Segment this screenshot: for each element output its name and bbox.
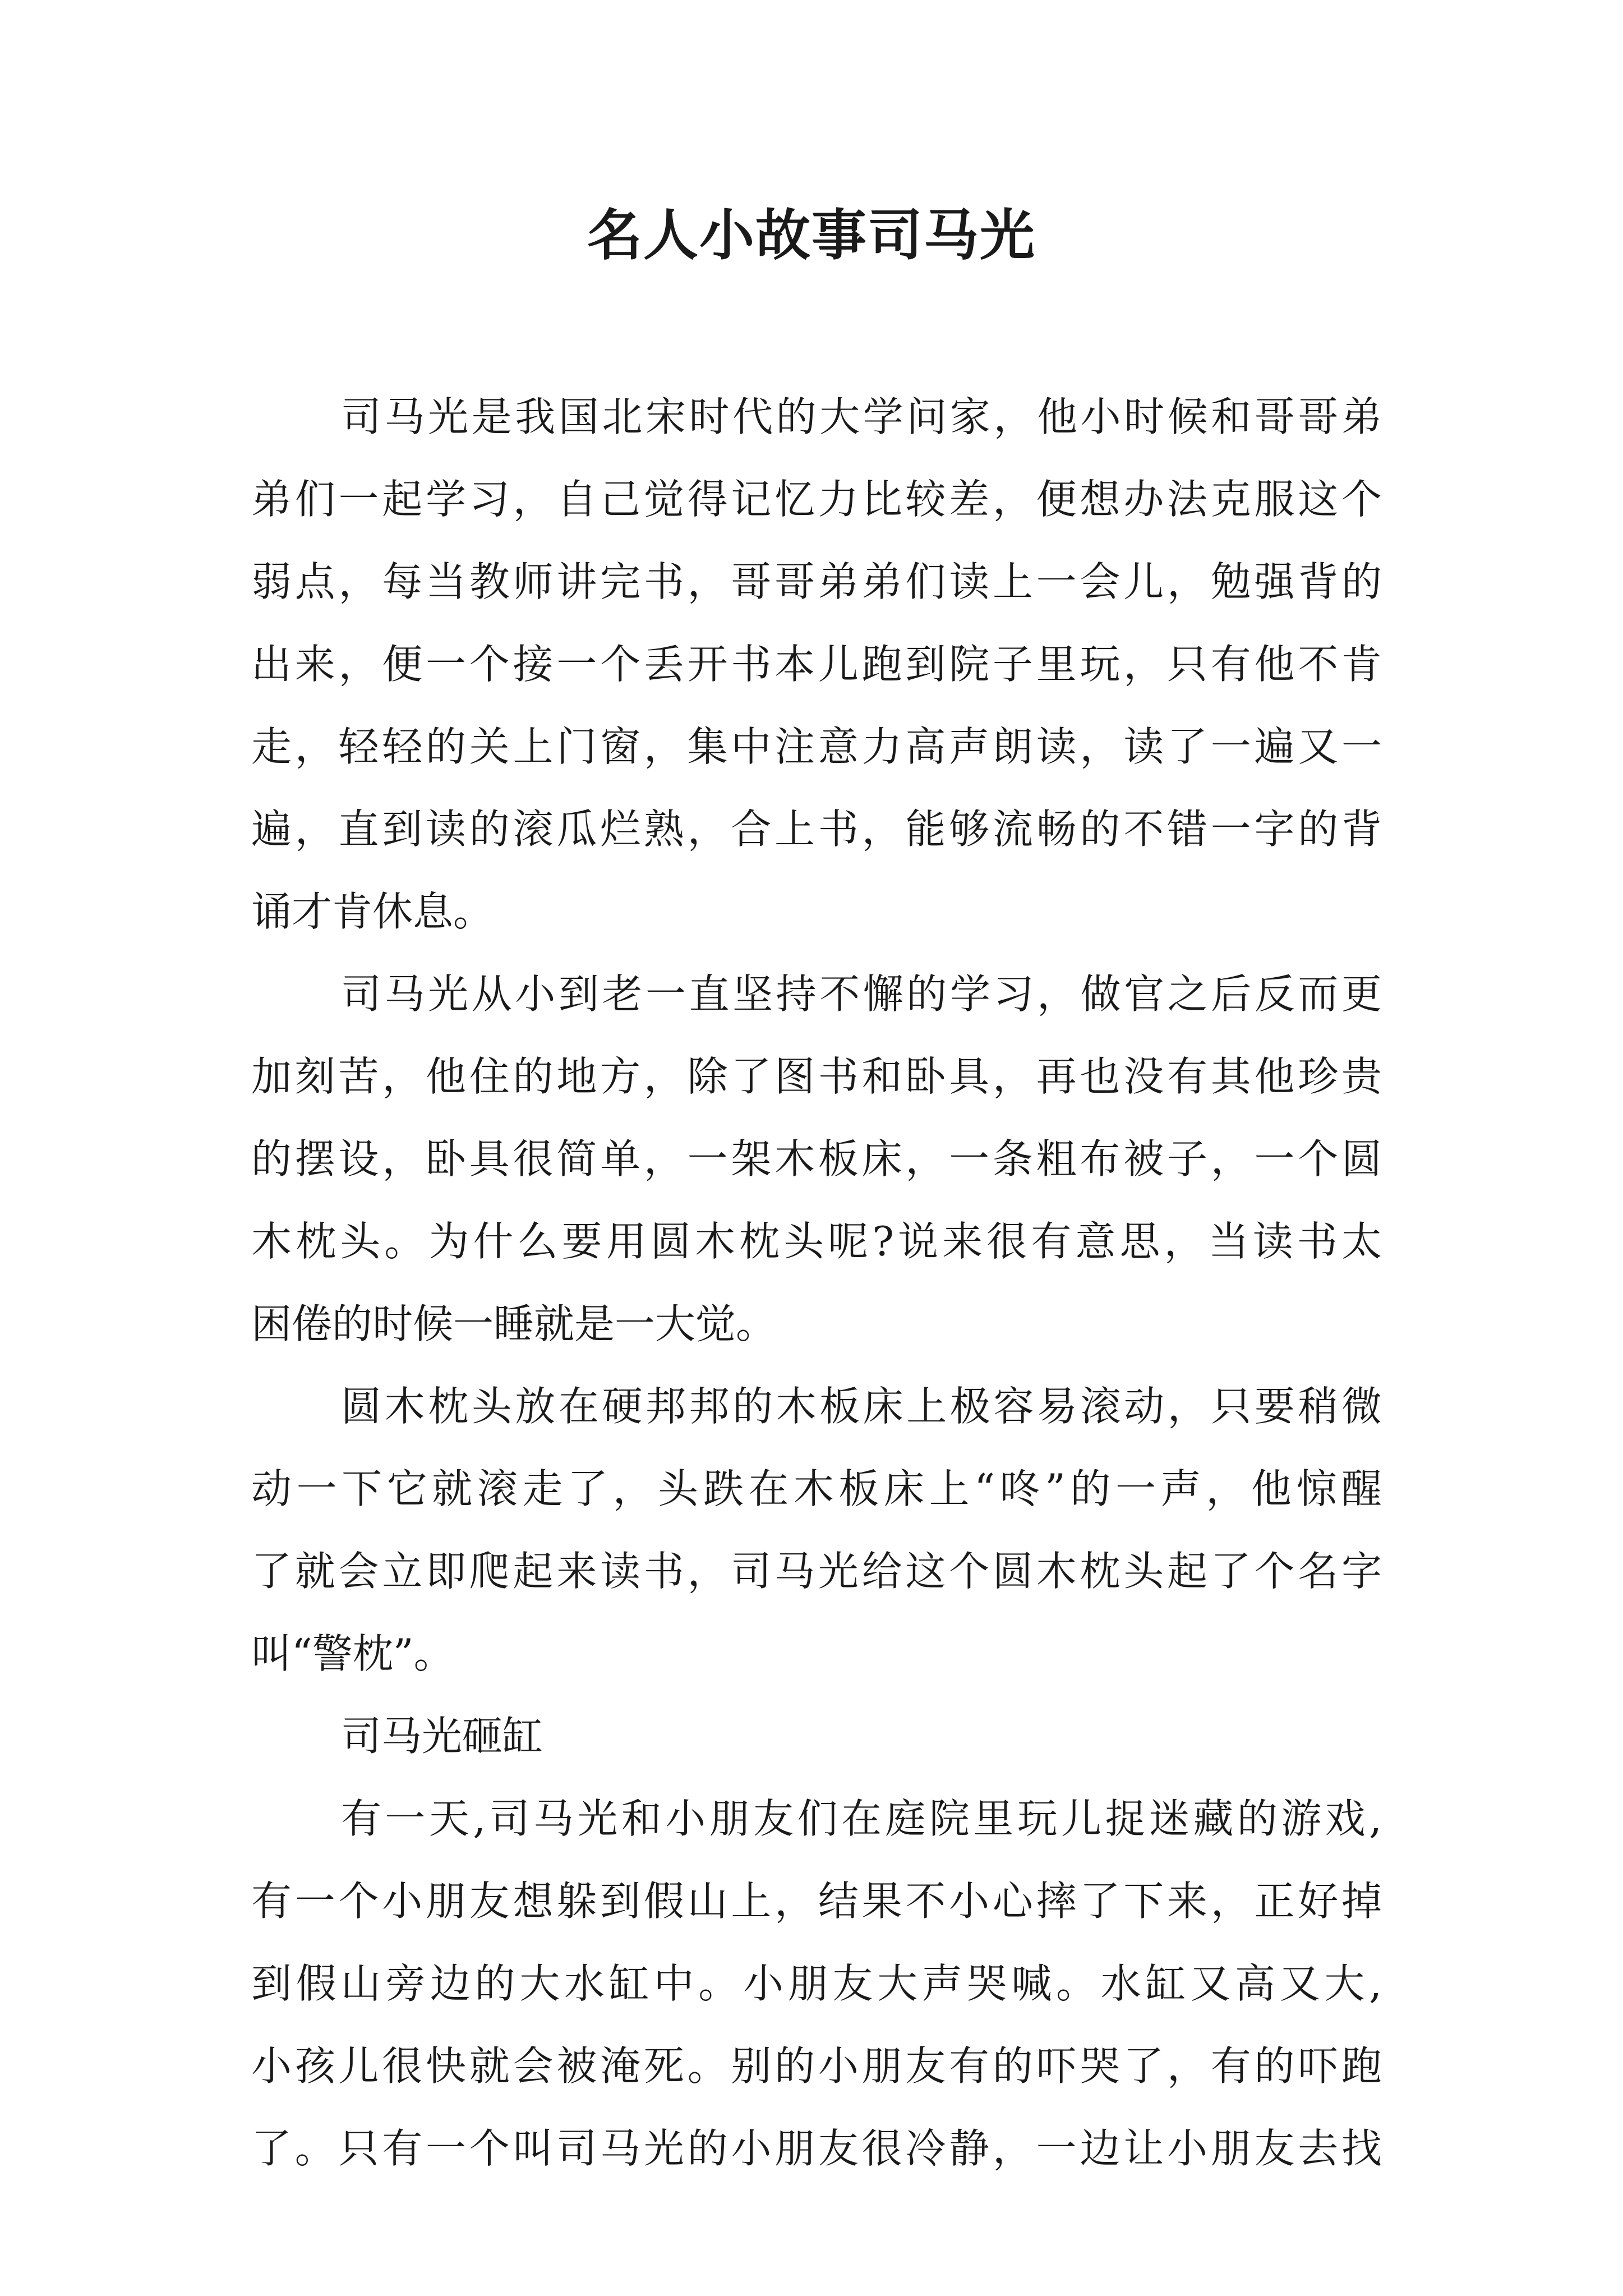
document-body xyxy=(251,376,1382,2190)
text-line: 小孩儿很快就会被淹死。别的小朋友有的吓哭了，有的吓跑 xyxy=(251,2042,1382,2090)
text-line: 的摆设，卧具很简单，一架木板床，一条粗布被子，一个圆 xyxy=(251,1135,1382,1182)
text-line: 困倦的时候一睡就是一大觉。 xyxy=(251,1300,777,1347)
text-line: 司马光从小到老一直坚持不懈的学习，做官之后反而更 xyxy=(341,970,1382,1018)
text-line: 出来，便一个接一个丢开书本儿跑到院子里玩，只有他不肯 xyxy=(251,641,1382,688)
text-line: 叫“警枕”。 xyxy=(251,1630,454,1677)
document-title: 名人小故事司马光 xyxy=(587,203,1036,268)
text-line: 司马光砸缸 xyxy=(341,1713,543,1760)
text-line: 到假山旁边的大水缸中。小朋友大声哭喊。水缸又高又大, xyxy=(251,1960,1382,2007)
text-line: 动一下它就滚走了，头跌在木板床上“咚”的一声，他惊醒 xyxy=(251,1465,1382,1512)
text-line: 走，轻轻的关上门窗，集中注意力高声朗读，读了一遍又一 xyxy=(251,723,1382,770)
text-line: 圆木枕头放在硬邦邦的木板床上极容易滚动，只要稍微 xyxy=(341,1383,1382,1430)
text-line: 了。只有一个叫司马光的小朋友很冷静，一边让小朋友去找 xyxy=(251,2125,1382,2172)
text-line: 加刻苦，他住的地方，除了图书和卧具，再也没有其他珍贵 xyxy=(251,1053,1382,1100)
text-line: 司马光是我国北宋时代的大学问家，他小时候和哥哥弟 xyxy=(341,393,1382,440)
text-line: 弟们一起学习，自己觉得记忆力比较差，便想办法克服这个 xyxy=(251,476,1382,523)
text-line: 遍，直到读的滚瓜烂熟，合上书，能够流畅的不错一字的背 xyxy=(251,806,1382,853)
text-line: 了就会立即爬起来读书，司马光给这个圆木枕头起了个名字 xyxy=(251,1548,1382,1595)
text-line: 诵才肯休息。 xyxy=(251,888,494,935)
text-line: 有一个小朋友想躲到假山上，结果不小心摔了下来，正好掉 xyxy=(251,1878,1382,1925)
text-line: 弱点，每当教师讲完书，哥哥弟弟们读上一会儿，勉强背的 xyxy=(251,558,1382,605)
text-line: 有一天,司马光和小朋友们在庭院里玩儿捉迷藏的游戏, xyxy=(341,1795,1382,1842)
text-line: 木枕头。为什么要用圆木枕头呢?说来很有意思，当读书太 xyxy=(251,1218,1382,1265)
